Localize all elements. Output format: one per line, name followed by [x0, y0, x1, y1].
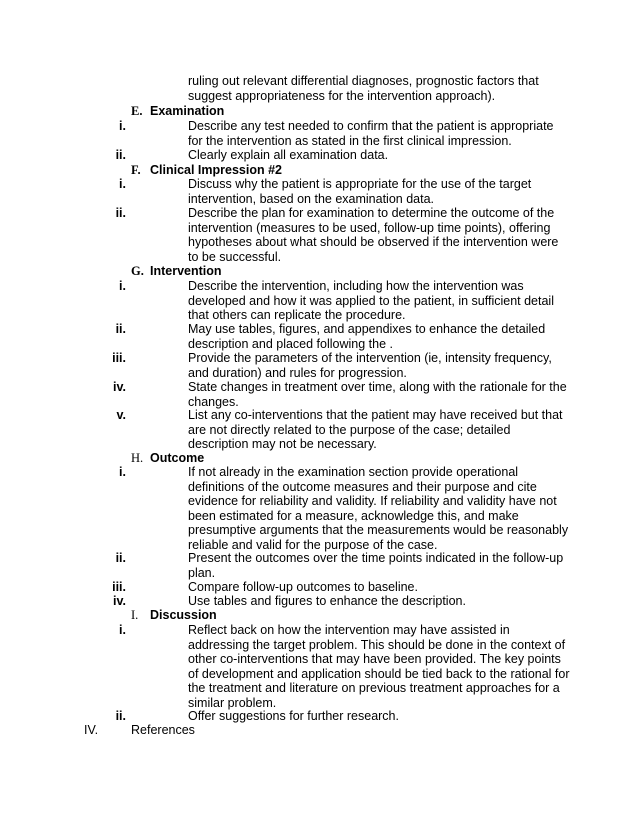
section-i-heading — [131, 608, 217, 623]
item-text: May use tables, figures, and appendixes to enhance the detailed description and placed following the . — [188, 322, 546, 351]
item-text: List any co-interventions that the patient may have received but that are not directly related to the purpose of the case; detailed description may not be necessary. — [188, 408, 563, 452]
section-title: Discussion — [150, 608, 217, 622]
section-title: Outcome — [150, 451, 205, 465]
item-text: Present the outcomes over the time points indicated in the follow-up plan. — [188, 551, 564, 580]
item-text: Describe the intervention, including how the intervention was developed and how it was applied to the patient, in sufficient detail that others can replicate the procedure. — [188, 279, 554, 323]
references-heading: References — [131, 723, 195, 737]
item-numeral: v. — [116, 408, 126, 422]
section-letter: G. — [131, 264, 144, 278]
item-numeral: ii. — [115, 148, 126, 162]
item-text: Compare follow-up outcomes to baseline. — [188, 580, 418, 594]
item-numeral: iv. — [113, 380, 126, 394]
section-g-heading — [131, 264, 222, 279]
continuation-paragraph: ruling out relevant differential diagnoses, prognostic factors that suggest appropriateness for the intervention approach). — [188, 74, 539, 103]
section-h-heading — [131, 451, 204, 466]
section-f-heading — [131, 163, 282, 178]
item-text: Offer suggestions for further research. — [188, 709, 399, 723]
section-letter: H. — [131, 451, 144, 465]
item-text: Reflect back on how the intervention may have assisted in addressing the target problem. This should be done in the context of other co-interventions that may have been provided. The key points of development and application should be tied back to the rational for the treatment and literature on previous treatment approaches for a similar problem. — [188, 623, 570, 710]
item-text: Provide the parameters of the intervention (ie, intensity frequency, and duration) and rules for progression. — [188, 351, 552, 380]
item-numeral: iv. — [113, 594, 126, 608]
item-text: Use tables and figures to enhance the description. — [188, 594, 466, 608]
item-text: If not already in the examination section provide operational definitions of the outcome measures and their purpose and cite evidence for reliability and validity. If reliability and validity have not been estimated for a measure, acknowledge this, and make presumptive arguments that the measurements would be reasonably reliable and valid for the purpose of the case. — [188, 465, 569, 552]
item-text: State changes in treatment over time, along with the rationale for the changes. — [188, 380, 567, 409]
item-text: Discuss why the patient is appropriate for the use of the target intervention, based on the examination data. — [188, 177, 532, 206]
item-text: Describe the plan for examination to determine the outcome of the intervention (measures to be used, follow-up time points), offering hypotheses about what should be observed if the intervention were to be successful. — [188, 206, 559, 264]
section-letter: E. — [131, 104, 143, 118]
roman-numeral: IV. — [84, 723, 99, 737]
item-text: Describe any test needed to confirm that the patient is appropriate for the intervention as stated in the first clinical impression. — [188, 119, 554, 148]
item-text: Clearly explain all examination data. — [188, 148, 389, 162]
item-numeral: iii. — [112, 580, 126, 594]
section-title: Intervention — [150, 264, 222, 278]
section-letter: I. — [131, 608, 139, 622]
item-numeral: i. — [119, 623, 126, 637]
item-numeral: i. — [119, 119, 126, 133]
section-title: Examination — [150, 104, 225, 118]
item-numeral: ii. — [115, 206, 126, 220]
item-numeral: i. — [119, 177, 126, 191]
section-letter: F. — [131, 163, 141, 177]
item-numeral: ii. — [115, 551, 126, 565]
item-numeral: i. — [119, 465, 126, 479]
section-title: Clinical Impression #2 — [150, 163, 282, 177]
section-e-heading — [131, 104, 224, 119]
item-numeral: i. — [119, 279, 126, 293]
item-numeral: iii. — [112, 351, 126, 365]
item-numeral: ii. — [115, 322, 126, 336]
item-numeral: ii. — [115, 709, 126, 723]
